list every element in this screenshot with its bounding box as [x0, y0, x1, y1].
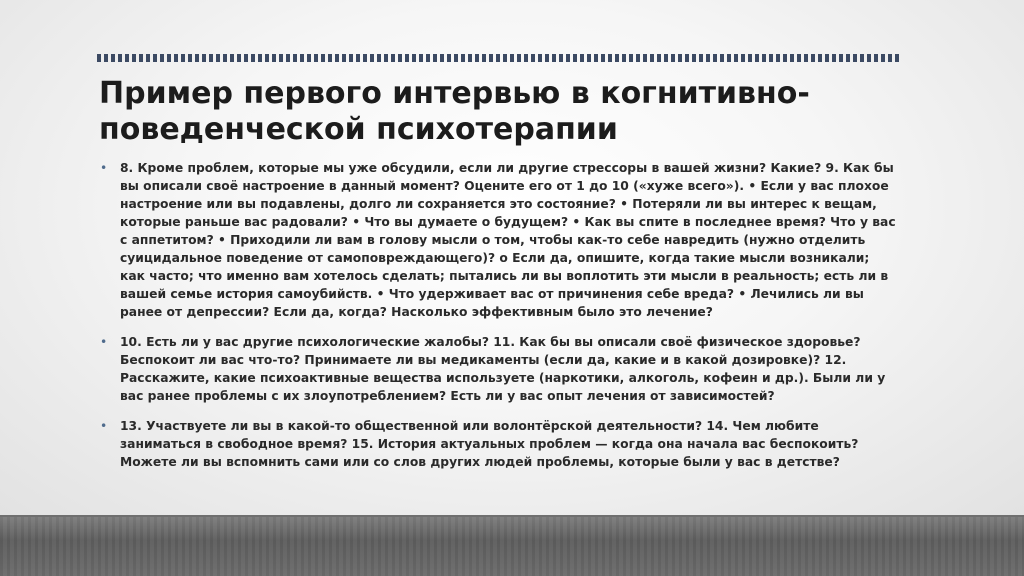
bullet-text: 8. Кроме проблем, которые мы уже обсудили, если ли другие стрессоры в вашей жизни? Какие? 9. Как бы вы описали своё настроение в данный момент? Оцените его от 1 до 10 («хуже всего»). • Если у вас плохое настроение или вы подавлены, долго ли сохраняется это состояние? • Потеряли ли вы интерес к вещам, которые раньше вас радовали? • Что вы думаете о будущем? • Как вы спите в последнее время? Что у вас с аппетитом? • Приходили ли вам в голову мысли о том, чтобы как-то себе навредить (нужно отделить суицидальное поведение от самоповреждающего)? о Если да, опишите, когда такие мысли возникали; как часто; что именно вам хотелось сделать; пытались ли вы воплотить эти мысли в реальность; есть ли в вашей семье история самоубийств. • Что удерживает вас от причинения себе вреда? • Лечились ли вы ранее от депрессии? Если да, когда? Насколько эффективным было это лечение?	[120, 161, 896, 319]
bullet-item	[98, 417, 898, 471]
bullet-text: 10. Есть ли у вас другие психологические жалобы? 11. Как бы вы описали своё физическое здоровье? Беспокоит ли вас что-то? Принимаете ли вы медикаменты (если да, какие и в какой дозировке)? 12. Расскажите, какие психоактивные вещества используете (наркотики, алкоголь, кофеин и др.). Были ли у вас ранее проблемы с их злоупотреблением? Есть ли у вас опыт лечения от зависимостей?	[120, 335, 886, 403]
bullet-list	[98, 159, 898, 483]
bullet-text: 13. Участвуете ли вы в какой-то общественной или волонтёрской деятельности? 14. Чем любите заниматься в свободное время? 15. История актуальных проблем — когда она начала вас беспокоить? Можете ли вы вспомнить сами или со слов других людей проблемы, которые были у вас в детстве?	[120, 419, 859, 469]
bullet-item	[98, 333, 898, 405]
bullet-item	[98, 159, 898, 321]
slide-title: Пример первого интервью в когнитивно-поведенческой психотерапии	[99, 76, 810, 147]
floor-texture	[0, 515, 1024, 576]
bullet-icon: •	[100, 419, 108, 433]
bullet-icon: •	[100, 335, 108, 349]
bullet-icon: •	[100, 161, 108, 175]
decorative-stripe	[97, 54, 902, 62]
